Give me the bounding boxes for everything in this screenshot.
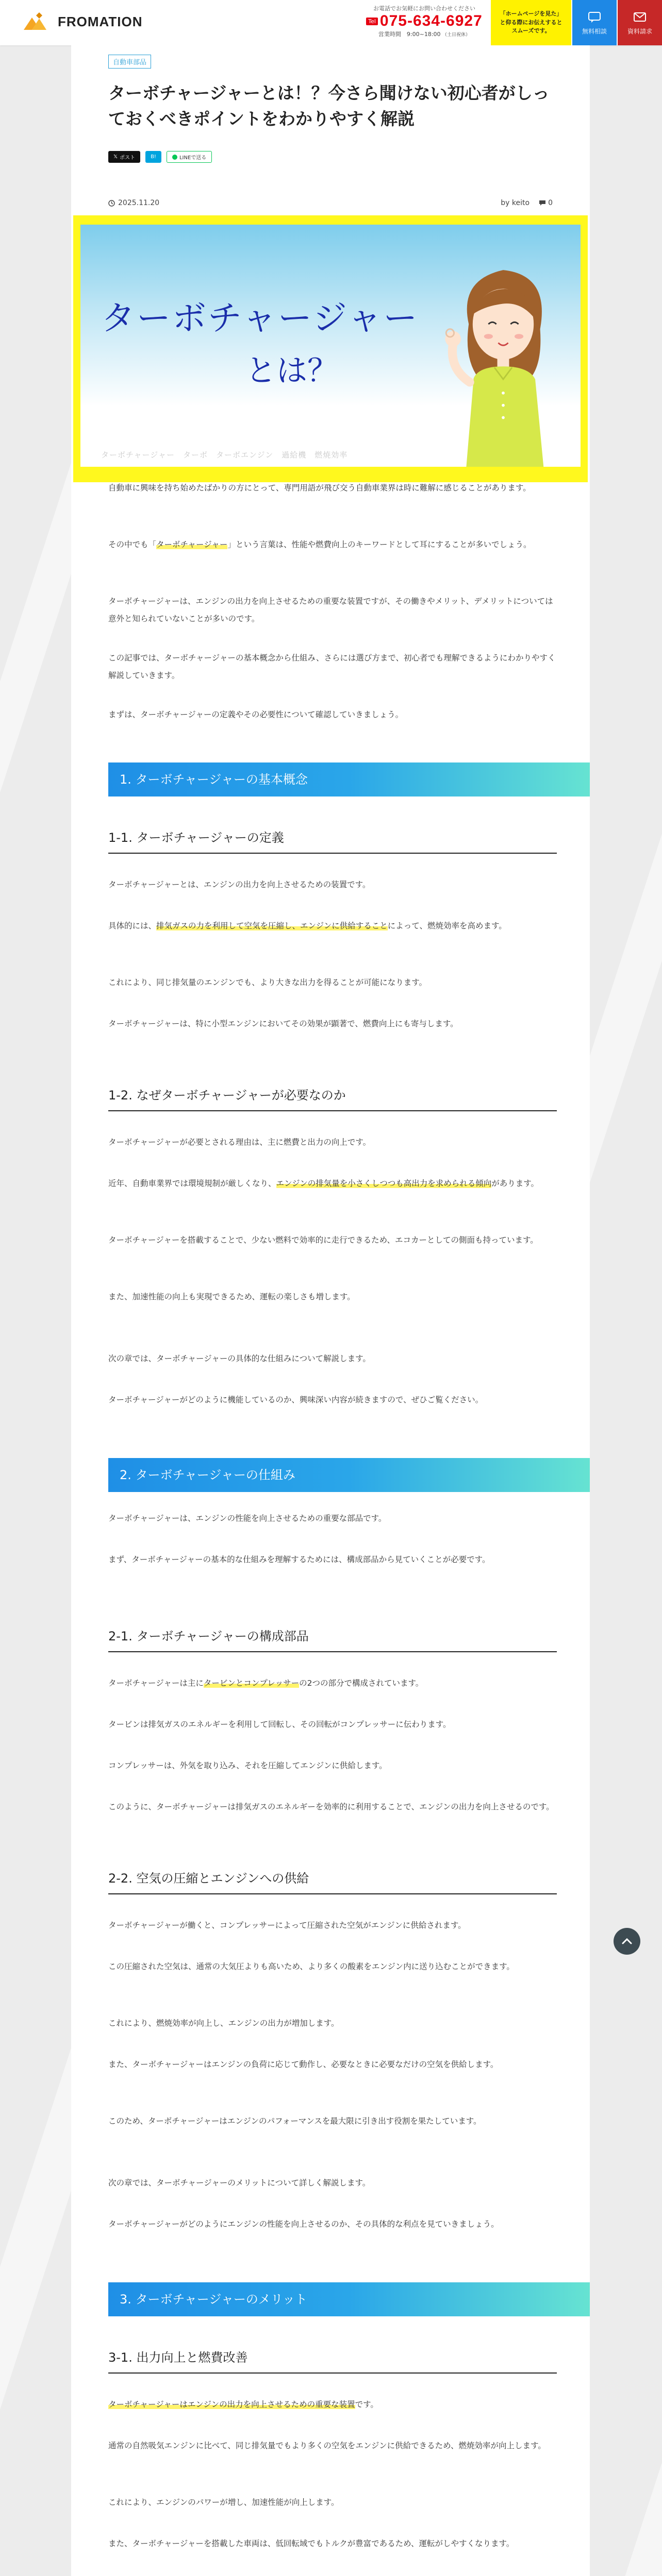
hero-keywords: ターボチャージャー ターボ ターボエンジン 過給機 燃焼効率 bbox=[101, 450, 348, 460]
paragraph bbox=[108, 1015, 557, 1032]
paragraph bbox=[108, 1133, 557, 1151]
paragraph-text: 通常の自然吸気エンジンに比べて、同じ排気量でもより多くの空気をエンジンに供給できるため、燃焼効率が向上します。 bbox=[108, 2441, 546, 2450]
paragraph bbox=[108, 2112, 557, 2130]
paragraph-text: この圧縮された空気は、通常の大気圧よりも高いため、より多くの酸素をエンジン内に送り込むことができます。 bbox=[108, 1962, 515, 1971]
author[interactable]: by keito bbox=[501, 199, 530, 207]
share-buttons bbox=[108, 151, 212, 163]
callout-line-1: 「ホームページを見た」 bbox=[500, 10, 562, 18]
paragraph bbox=[108, 479, 557, 497]
paragraph-text: このため、ターボチャージャーはエンジンのパフォーマンスを最大限に引き出す役割を果たしています。 bbox=[108, 2116, 482, 2126]
page-title: ターボチャージャーとは！？今さら聞けない初心者がしっておくべきポイントをわかりやすく解説 bbox=[108, 83, 550, 129]
highlighted-text: ターボチャージャーはエンジンの出力を向上させるための重要な装置 bbox=[108, 2400, 355, 2409]
paragraph bbox=[108, 649, 557, 684]
section-heading: 1. ターボチャージャーの基本概念 bbox=[108, 762, 590, 796]
paragraph bbox=[108, 2174, 557, 2192]
share-line-button[interactable] bbox=[167, 151, 212, 163]
tel-tag: Tel bbox=[366, 18, 378, 25]
paragraph-text: ターボチャージャーが必要とされる理由は、主に燃費と出力の向上です。 bbox=[108, 1138, 371, 1147]
paragraph-text: ターボチャージャーがどのようにエンジンの性能を向上させるのか、その具体的な利点を見ていきましょう。 bbox=[108, 2219, 499, 2229]
paragraph bbox=[108, 1391, 557, 1409]
highlighted-text: エンジンの排気量を小さくしつつも高出力を求められる傾向 bbox=[276, 1179, 492, 1188]
paragraph-text: ターボチャージャーは、エンジンの性能を向上させるための重要な部品です。 bbox=[108, 1514, 387, 1523]
hours-note: （土日祝休） bbox=[442, 32, 471, 38]
hero-subtitle: とは？ bbox=[245, 353, 338, 389]
line-logo-icon bbox=[172, 155, 177, 160]
paragraph-text: また、ターボチャージャーはエンジンの負荷に応じて動作し、必要なときに必要なだけの空気を供給します。 bbox=[108, 2060, 499, 2069]
paragraph bbox=[108, 2014, 557, 2032]
comment-count[interactable]: 0 bbox=[548, 199, 553, 207]
paragraph bbox=[108, 2437, 557, 2454]
paragraph bbox=[108, 1510, 557, 1527]
subsection-heading: 3-1. 出力向上と燃費改善 bbox=[108, 2347, 557, 2374]
subsection-heading: 1-1. ターボチャージャーの定義 bbox=[108, 827, 557, 854]
paragraph bbox=[108, 1231, 557, 1249]
paragraph-text: ターボチャージャーが働くと、コンプレッサーによって圧縮された空気がエンジンに供給されます。 bbox=[108, 1921, 466, 1930]
paragraph-text: です。 bbox=[355, 2400, 378, 2409]
paragraph bbox=[108, 917, 557, 935]
paragraph-text: 自動車に興味を持ち始めたばかりの方にとって、専門用語が飛び交う自動車業界は時に難解に感じることがあります。 bbox=[108, 483, 531, 493]
callout-line-3: スムーズです。 bbox=[511, 27, 551, 35]
free-consultation-label: 無料相談 bbox=[582, 27, 607, 35]
logo-mark-icon bbox=[21, 11, 54, 32]
paragraph-text: ターボチャージャーは、エンジンの出力を向上させるための重要な装置ですが、その働きやメリット、デメリットについては意外と知られていないことが多いのです。 bbox=[108, 597, 553, 624]
paragraph bbox=[108, 1350, 557, 1367]
paragraph-text: 次の章では、ターボチャージャーの具体的な仕組みについて解説します。 bbox=[108, 1354, 371, 1363]
callout-line-2: と仰る際にお伝えすると bbox=[500, 19, 562, 26]
paragraph-text: また、ターボチャージャーを搭載した車両は、低回転域でもトルクが豊富であるため、運転がしやすくなります。 bbox=[108, 2539, 515, 2548]
paragraph bbox=[108, 1798, 557, 1816]
paragraph-text: ターボチャージャーは、特に小型エンジンにおいてその効果が顕著で、燃費向上にも寄与します。 bbox=[108, 1019, 458, 1028]
logo-text: FROMATION bbox=[58, 13, 143, 29]
subsection-heading: 2-2. 空気の圧縮とエンジンへの供給 bbox=[108, 1868, 557, 1894]
paragraph bbox=[108, 1917, 557, 1934]
chat-icon bbox=[588, 10, 601, 24]
paragraph bbox=[108, 2535, 557, 2552]
paragraph-text: の2つの部分で構成されています。 bbox=[299, 1679, 424, 1688]
paragraph-text: これにより、同じ排気量のエンジンでも、より大きな出力を得ることが可能になります。 bbox=[108, 978, 427, 987]
paragraph bbox=[108, 536, 557, 553]
paragraph-text: その中でも「 bbox=[108, 540, 157, 549]
site-logo[interactable] bbox=[21, 11, 143, 32]
article bbox=[71, 45, 590, 2576]
share-x-button[interactable] bbox=[108, 151, 140, 163]
paragraph bbox=[108, 1757, 557, 1774]
category-tag[interactable]: 自動車部品 bbox=[108, 55, 151, 69]
phone-number[interactable]: 075-634-6927 bbox=[379, 12, 483, 29]
subsection-heading: 1-2. なぜターボチャージャーが必要なのか bbox=[108, 1085, 557, 1111]
comment-icon bbox=[539, 200, 546, 206]
document-request-label: 資料請求 bbox=[627, 27, 652, 35]
paragraph-text: 具体的には、 bbox=[108, 921, 157, 930]
paragraph bbox=[108, 974, 557, 991]
subsection-heading: 2-1. ターボチャージャーの構成部品 bbox=[108, 1626, 557, 1652]
section-heading: 3. ターボチャージャーのメリット bbox=[108, 2282, 590, 2316]
paragraph bbox=[108, 1288, 557, 1306]
paragraph-text: この記事では、ターボチャージャーの基本概念から仕組み、さらには選び方まで、初心者でも理解できるようにわかりやすく解説していきます。 bbox=[108, 653, 556, 681]
paragraph-text: まず、ターボチャージャーの基本的な仕組みを理解するためには、構成部品から見ていくことが必要です。 bbox=[108, 1555, 490, 1564]
paragraph bbox=[108, 1674, 557, 1692]
section-heading: 2. ターボチャージャーの仕組み bbox=[108, 1458, 590, 1492]
paragraph bbox=[108, 706, 557, 723]
paragraph bbox=[108, 1958, 557, 1975]
paragraph-text: があります。 bbox=[491, 1179, 539, 1188]
paragraph-text: によって、燃焼効率を高めます。 bbox=[387, 921, 507, 930]
highlighted-text: タービンとコンプレッサー bbox=[203, 1679, 300, 1688]
paragraph bbox=[108, 1175, 557, 1192]
post-date: 2025.11.20 bbox=[118, 199, 160, 207]
paragraph-text: 近年、自動車業界では環境規制が厳しくなり、 bbox=[108, 1179, 276, 1188]
paragraph-text: タービンは排気ガスのエネルギーを利用して回転し、その回転がコンプレッサーに伝わります。 bbox=[108, 1720, 451, 1729]
paragraph-text: これにより、燃焼効率が向上し、エンジンの出力が増加します。 bbox=[108, 2019, 339, 2028]
hours-text: 営業時間 9:00~18:00 bbox=[378, 31, 441, 38]
free-consultation-button[interactable] bbox=[572, 0, 617, 45]
paragraph bbox=[108, 592, 557, 628]
x-logo-icon: 𝕏 bbox=[113, 154, 118, 160]
hero-image bbox=[73, 215, 588, 482]
paragraph bbox=[108, 1716, 557, 1733]
paragraph-text: このように、ターボチャージャーは排気ガスのエネルギーを効率的に利用することで、エンジンの出力を向上させるのです。 bbox=[108, 1802, 554, 1811]
phone-caption: お電話でお気軽にお問い合わせください bbox=[373, 5, 475, 12]
paragraph-text: ターボチャージャーがどのように機能しているのか、興味深い内容が続きますので、ぜひご覧ください。 bbox=[108, 1395, 484, 1404]
paragraph bbox=[108, 876, 557, 893]
header-callout bbox=[491, 0, 571, 45]
chevron-up-icon bbox=[621, 1938, 633, 1945]
clock-icon bbox=[108, 200, 115, 207]
highlighted-text: 排気ガスの力を利用して空気を圧縮し、エンジンに供給すること bbox=[156, 921, 388, 930]
paragraph bbox=[108, 2215, 557, 2233]
mail-icon bbox=[633, 10, 647, 24]
hero-title: ターボチャージャー bbox=[101, 298, 419, 338]
article-meta bbox=[108, 199, 553, 207]
share-hatena-label: B! bbox=[151, 154, 156, 160]
woman-illustration-icon bbox=[436, 250, 570, 467]
site-header bbox=[0, 0, 662, 45]
highlighted-text: ターボチャージャー bbox=[156, 540, 228, 549]
paragraph-text: ターボチャージャーは主に bbox=[108, 1679, 204, 1688]
scroll-to-top-button[interactable] bbox=[614, 1928, 640, 1955]
paragraph-text: これにより、エンジンのパワーが増し、加速性能が向上します。 bbox=[108, 2498, 339, 2507]
paragraph bbox=[108, 2396, 557, 2413]
paragraph-text: コンプレッサーは、外気を取り込み、それを圧縮してエンジンに供給します。 bbox=[108, 1761, 387, 1770]
share-hatena-button[interactable] bbox=[145, 151, 161, 163]
paragraph-text: 」という言葉は、性能や燃費向上のキーワードとして耳にすることが多いでしょう。 bbox=[227, 540, 532, 549]
paragraph bbox=[108, 2056, 557, 2073]
business-hours bbox=[360, 30, 489, 38]
share-line-label: LINEで送る bbox=[179, 155, 207, 161]
paragraph-text: 次の章では、ターボチャージャーのメリットについて詳しく解説します。 bbox=[108, 2178, 371, 2188]
paragraph bbox=[108, 1551, 557, 1568]
paragraph-text: また、加速性能の向上も実現できるため、運転の楽しさも増します。 bbox=[108, 1292, 355, 1301]
document-request-button[interactable] bbox=[618, 0, 662, 45]
header-phone bbox=[360, 4, 489, 38]
paragraph bbox=[108, 2494, 557, 2511]
share-x-label: ポスト bbox=[120, 155, 136, 161]
paragraph-text: まずは、ターボチャージャーの定義やその必要性について確認していきましょう。 bbox=[108, 710, 404, 719]
paragraph-text: ターボチャージャーを搭載することで、少ない燃料で効率的に走行できるため、エコカーとしての側面も持っています。 bbox=[108, 1235, 538, 1245]
paragraph-text: ターボチャージャーとは、エンジンの出力を向上させるための装置です。 bbox=[108, 880, 371, 889]
